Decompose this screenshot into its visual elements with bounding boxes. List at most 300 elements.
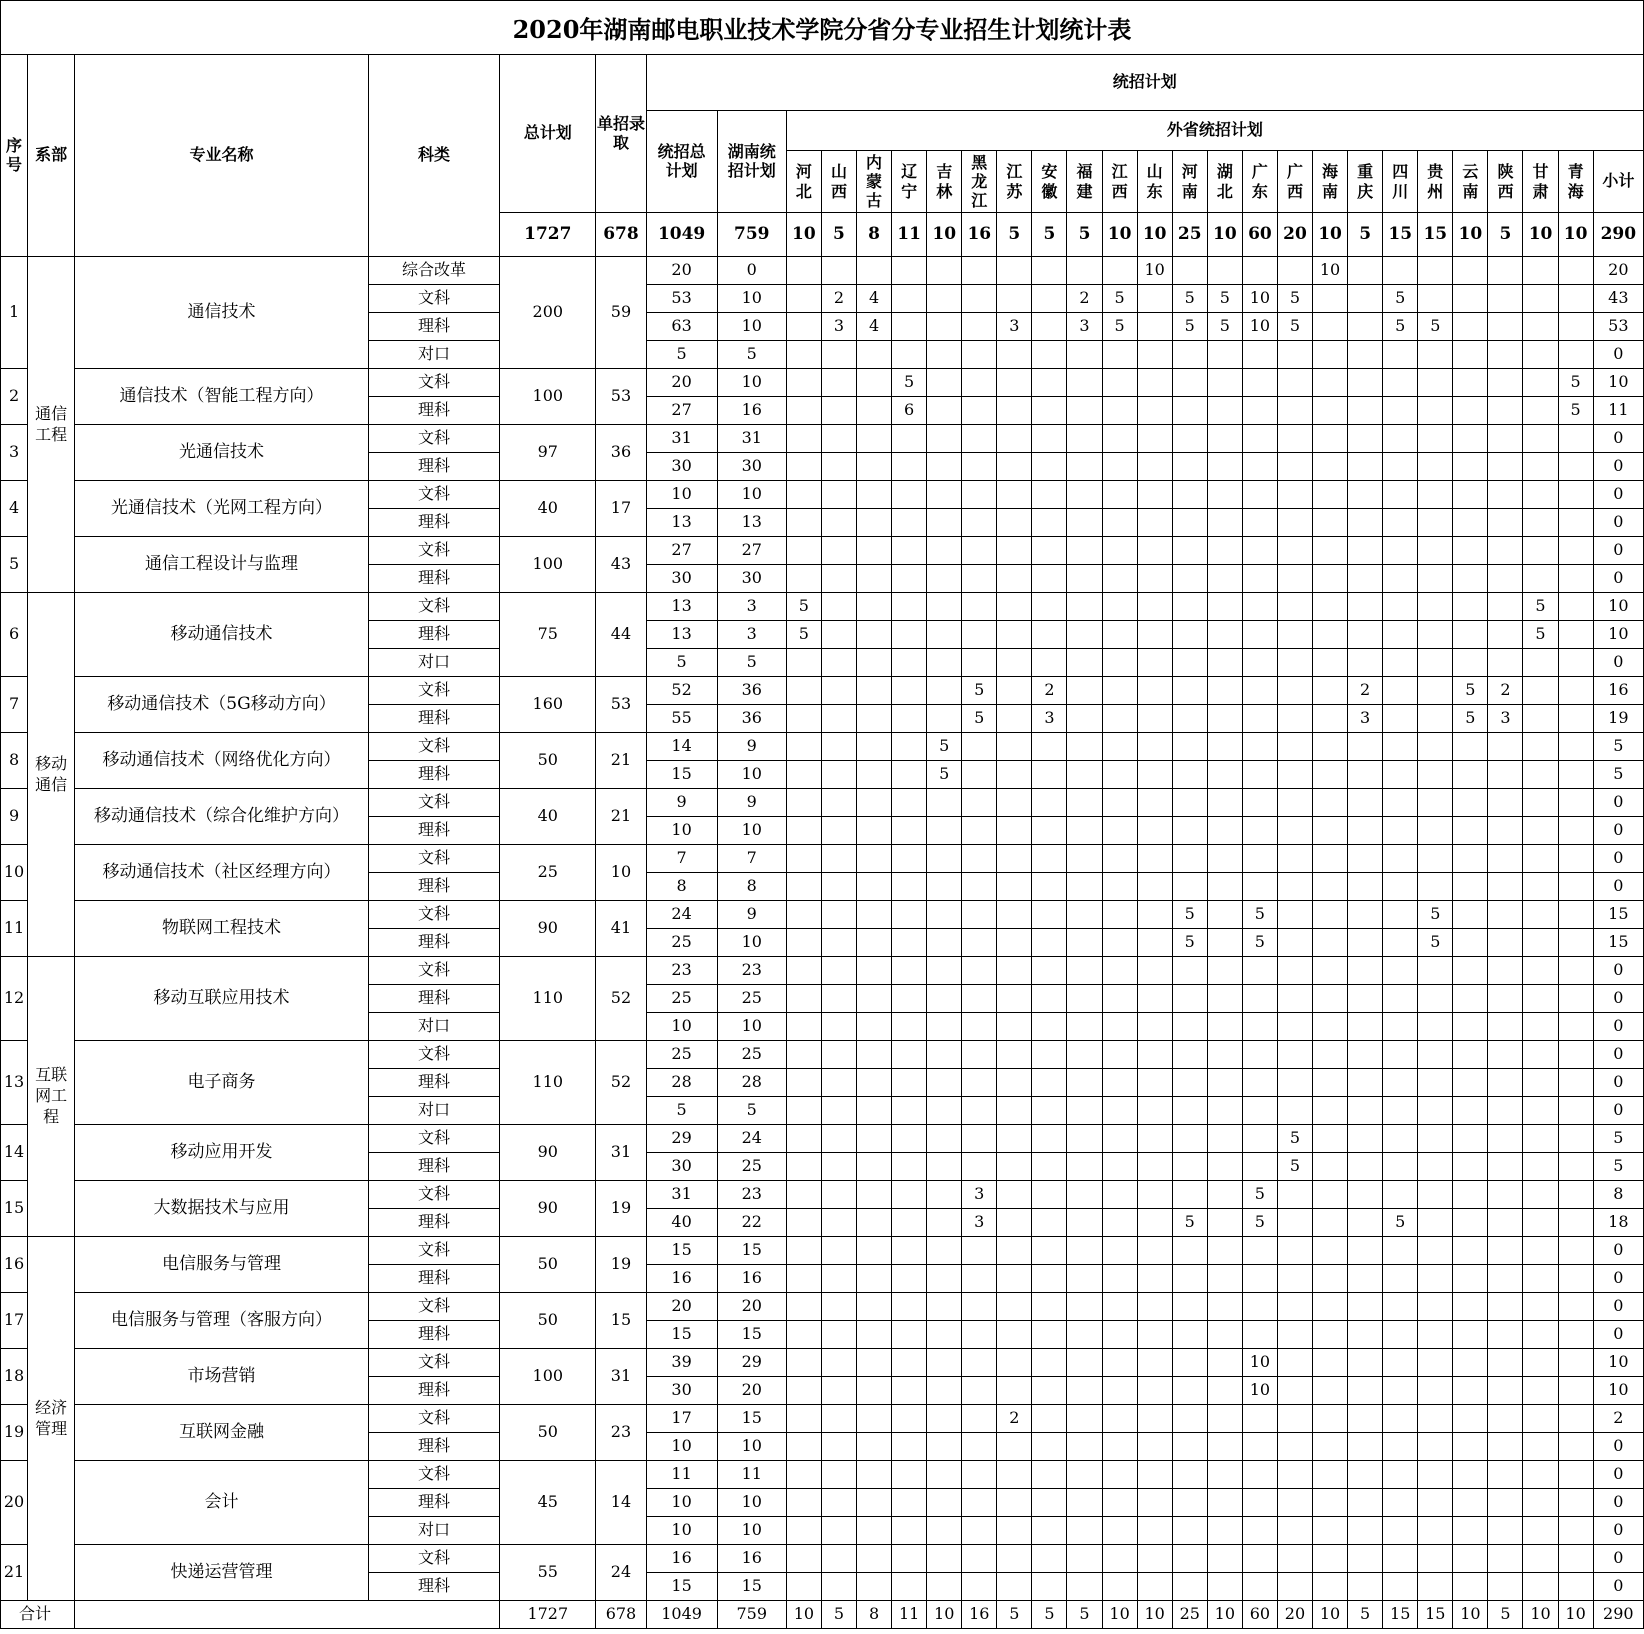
province-cell[interactable]: [1453, 761, 1488, 789]
province-cell[interactable]: [1207, 817, 1242, 845]
province-cell[interactable]: [1348, 425, 1383, 453]
province-cell[interactable]: [857, 1517, 892, 1545]
unified-total-cell[interactable]: 23: [646, 957, 717, 985]
province-cell[interactable]: [1383, 369, 1418, 397]
province-cell[interactable]: [1488, 985, 1523, 1013]
province-cell[interactable]: [1418, 1041, 1453, 1069]
province-cell[interactable]: [1032, 1013, 1067, 1041]
province-cell[interactable]: [997, 1013, 1032, 1041]
province-cell[interactable]: [857, 845, 892, 873]
grand-total-province[interactable]: 15: [1418, 1601, 1453, 1629]
province-cell[interactable]: [1067, 1377, 1102, 1405]
seq-cell[interactable]: 8: [1, 733, 28, 789]
province-cell[interactable]: [1383, 1097, 1418, 1125]
province-cell[interactable]: [1067, 1237, 1102, 1265]
province-cell[interactable]: [1277, 677, 1312, 705]
hunan-cell[interactable]: 0: [717, 257, 786, 285]
major-name-cell[interactable]: 光通信技术（光网工程方向）: [75, 481, 369, 537]
province-cell[interactable]: [1348, 1461, 1383, 1489]
province-cell[interactable]: [857, 1573, 892, 1601]
province-cell[interactable]: [927, 537, 962, 565]
province-cell[interactable]: [1207, 481, 1242, 509]
province-cell[interactable]: [997, 1237, 1032, 1265]
province-cell[interactable]: 5: [1102, 313, 1137, 341]
province-cell[interactable]: [1032, 1237, 1067, 1265]
kind-cell[interactable]: 理科: [368, 985, 499, 1013]
province-cell[interactable]: [786, 901, 821, 929]
province-cell[interactable]: [927, 929, 962, 957]
province-cell[interactable]: [927, 1181, 962, 1209]
province-cell[interactable]: [1172, 1237, 1207, 1265]
province-cell[interactable]: 5: [1242, 1209, 1277, 1237]
province-cell[interactable]: [857, 929, 892, 957]
province-cell[interactable]: [1488, 397, 1523, 425]
seq-cell[interactable]: 18: [1, 1349, 28, 1405]
province-cell[interactable]: [1523, 537, 1558, 565]
province-cell[interactable]: [1277, 901, 1312, 929]
province-cell[interactable]: [1558, 1013, 1593, 1041]
province-cell[interactable]: [1523, 929, 1558, 957]
province-cell[interactable]: [1102, 509, 1137, 537]
province-cell[interactable]: [997, 341, 1032, 369]
province-cell[interactable]: [786, 565, 821, 593]
province-cell[interactable]: 5: [1242, 1181, 1277, 1209]
province-cell[interactable]: [786, 509, 821, 537]
province-cell[interactable]: [1418, 789, 1453, 817]
province-cell[interactable]: [1453, 817, 1488, 845]
province-cell[interactable]: [1102, 845, 1137, 873]
province-cell[interactable]: [1137, 817, 1172, 845]
province-cell[interactable]: [1032, 1293, 1067, 1321]
province-cell[interactable]: [1207, 509, 1242, 537]
unified-total-cell[interactable]: 20: [646, 257, 717, 285]
header-province-total[interactable]: 5: [1488, 213, 1523, 257]
province-cell[interactable]: [997, 1181, 1032, 1209]
total-plan-cell[interactable]: 90: [500, 901, 596, 957]
header-province-total[interactable]: 10: [1558, 213, 1593, 257]
province-cell[interactable]: [857, 341, 892, 369]
province-cell[interactable]: [1067, 621, 1102, 649]
province-cell[interactable]: [1172, 509, 1207, 537]
province-cell[interactable]: [1102, 901, 1137, 929]
province-cell[interactable]: [1137, 1237, 1172, 1265]
province-cell[interactable]: [1242, 1153, 1277, 1181]
province-cell[interactable]: [892, 313, 927, 341]
province-cell[interactable]: [857, 257, 892, 285]
province-cell[interactable]: [1453, 621, 1488, 649]
subtotal-cell[interactable]: 53: [1593, 313, 1643, 341]
province-cell[interactable]: [892, 929, 927, 957]
province-cell[interactable]: [962, 817, 997, 845]
province-cell[interactable]: [821, 1069, 856, 1097]
province-cell[interactable]: [1348, 537, 1383, 565]
province-cell[interactable]: [1137, 649, 1172, 677]
province-cell[interactable]: [1418, 285, 1453, 313]
kind-cell[interactable]: 理科: [368, 1573, 499, 1601]
province-cell[interactable]: [1207, 565, 1242, 593]
province-cell[interactable]: [1348, 1041, 1383, 1069]
province-cell[interactable]: [927, 1461, 962, 1489]
province-cell[interactable]: [1207, 537, 1242, 565]
province-cell[interactable]: [1488, 481, 1523, 509]
province-cell[interactable]: [1032, 901, 1067, 929]
province-cell[interactable]: [1067, 649, 1102, 677]
header-province-total[interactable]: 5: [1032, 213, 1067, 257]
province-cell[interactable]: [1137, 369, 1172, 397]
province-cell[interactable]: [1383, 649, 1418, 677]
province-cell[interactable]: [1313, 1209, 1348, 1237]
subtotal-cell[interactable]: 0: [1593, 509, 1643, 537]
province-cell[interactable]: [927, 257, 962, 285]
hunan-cell[interactable]: 10: [717, 369, 786, 397]
province-cell[interactable]: [1067, 1573, 1102, 1601]
kind-cell[interactable]: 文科: [368, 1181, 499, 1209]
unified-total-cell[interactable]: 16: [646, 1265, 717, 1293]
province-cell[interactable]: [786, 817, 821, 845]
header-province[interactable]: 福建: [1067, 151, 1102, 213]
province-cell[interactable]: [786, 369, 821, 397]
province-cell[interactable]: [997, 257, 1032, 285]
province-cell[interactable]: [1277, 1013, 1312, 1041]
subtotal-cell[interactable]: 5: [1593, 733, 1643, 761]
kind-cell[interactable]: 文科: [368, 369, 499, 397]
province-cell[interactable]: [1067, 873, 1102, 901]
total-plan-cell[interactable]: 100: [500, 369, 596, 425]
province-cell[interactable]: [1067, 1433, 1102, 1461]
province-cell[interactable]: 5: [1277, 1125, 1312, 1153]
single-admit-cell[interactable]: 24: [596, 1545, 646, 1601]
province-cell[interactable]: [1242, 537, 1277, 565]
province-cell[interactable]: [1348, 1013, 1383, 1041]
province-cell[interactable]: [1453, 1069, 1488, 1097]
province-cell[interactable]: [1488, 1349, 1523, 1377]
hunan-cell[interactable]: 15: [717, 1573, 786, 1601]
single-admit-cell[interactable]: 23: [596, 1405, 646, 1461]
province-cell[interactable]: [1348, 1349, 1383, 1377]
province-cell[interactable]: [1418, 649, 1453, 677]
province-cell[interactable]: [962, 397, 997, 425]
hunan-cell[interactable]: 16: [717, 397, 786, 425]
province-cell[interactable]: [1102, 1293, 1137, 1321]
single-admit-cell[interactable]: 19: [596, 1181, 646, 1237]
unified-total-cell[interactable]: 9: [646, 789, 717, 817]
province-cell[interactable]: [1558, 1573, 1593, 1601]
province-cell[interactable]: [1558, 789, 1593, 817]
province-cell[interactable]: [997, 1517, 1032, 1545]
province-cell[interactable]: [1277, 1461, 1312, 1489]
province-cell[interactable]: [1207, 1517, 1242, 1545]
header-hunan-value[interactable]: 759: [717, 213, 786, 257]
province-cell[interactable]: [786, 733, 821, 761]
province-cell[interactable]: [1207, 1069, 1242, 1097]
province-cell[interactable]: [1102, 1321, 1137, 1349]
province-cell[interactable]: [1348, 1181, 1383, 1209]
province-cell[interactable]: [1558, 313, 1593, 341]
province-cell[interactable]: [1137, 593, 1172, 621]
province-cell[interactable]: [1102, 1573, 1137, 1601]
single-admit-cell[interactable]: 15: [596, 1293, 646, 1349]
province-cell[interactable]: [1137, 565, 1172, 593]
total-plan-cell[interactable]: 75: [500, 593, 596, 677]
province-cell[interactable]: [892, 621, 927, 649]
province-cell[interactable]: [1313, 1041, 1348, 1069]
province-cell[interactable]: [997, 1433, 1032, 1461]
province-cell[interactable]: [821, 1041, 856, 1069]
unified-total-cell[interactable]: 13: [646, 593, 717, 621]
province-cell[interactable]: 10: [1242, 313, 1277, 341]
header-province-total[interactable]: 60: [1242, 213, 1277, 257]
province-cell[interactable]: [1277, 789, 1312, 817]
province-cell[interactable]: [1418, 817, 1453, 845]
province-cell[interactable]: 5: [1523, 621, 1558, 649]
province-cell[interactable]: 5: [1277, 1153, 1312, 1181]
province-cell[interactable]: 5: [786, 621, 821, 649]
province-cell[interactable]: [1137, 1517, 1172, 1545]
province-cell[interactable]: [1488, 845, 1523, 873]
hunan-cell[interactable]: 5: [717, 341, 786, 369]
unified-total-cell[interactable]: 11: [646, 1461, 717, 1489]
province-cell[interactable]: [997, 453, 1032, 481]
province-cell[interactable]: [892, 1545, 927, 1573]
subtotal-cell[interactable]: 5: [1593, 761, 1643, 789]
major-name-cell[interactable]: 电子商务: [75, 1041, 369, 1125]
province-cell[interactable]: [1102, 761, 1137, 789]
province-cell[interactable]: [821, 1377, 856, 1405]
province-cell[interactable]: [1418, 453, 1453, 481]
province-cell[interactable]: [1032, 957, 1067, 985]
province-cell[interactable]: [927, 341, 962, 369]
province-cell[interactable]: [1067, 677, 1102, 705]
province-cell[interactable]: [1032, 453, 1067, 481]
header-province-total[interactable]: 5: [1067, 213, 1102, 257]
province-cell[interactable]: [821, 1153, 856, 1181]
province-cell[interactable]: [1383, 1125, 1418, 1153]
province-cell[interactable]: [1067, 957, 1102, 985]
province-cell[interactable]: [927, 453, 962, 481]
header-province-total[interactable]: 10: [1313, 213, 1348, 257]
province-cell[interactable]: 5: [962, 705, 997, 733]
province-cell[interactable]: [1313, 565, 1348, 593]
province-cell[interactable]: [1523, 873, 1558, 901]
province-cell[interactable]: [821, 705, 856, 733]
province-cell[interactable]: [1488, 1461, 1523, 1489]
subtotal-cell[interactable]: 0: [1593, 649, 1643, 677]
province-cell[interactable]: [1172, 453, 1207, 481]
hunan-cell[interactable]: 10: [717, 285, 786, 313]
province-cell[interactable]: [927, 1433, 962, 1461]
province-cell[interactable]: [1067, 1545, 1102, 1573]
province-cell[interactable]: [1418, 733, 1453, 761]
province-cell[interactable]: [1067, 369, 1102, 397]
province-cell[interactable]: [1207, 1237, 1242, 1265]
department-cell[interactable]: 移动通信: [28, 593, 75, 957]
major-name-cell[interactable]: 移动通信技术（社区经理方向）: [75, 845, 369, 901]
single-admit-cell[interactable]: 52: [596, 957, 646, 1041]
province-cell[interactable]: [1032, 1349, 1067, 1377]
province-cell[interactable]: [1242, 425, 1277, 453]
province-cell[interactable]: [892, 705, 927, 733]
province-cell[interactable]: [1172, 593, 1207, 621]
province-cell[interactable]: [1207, 957, 1242, 985]
province-cell[interactable]: [1418, 957, 1453, 985]
province-cell[interactable]: [821, 1237, 856, 1265]
province-cell[interactable]: [821, 565, 856, 593]
province-cell[interactable]: [1102, 369, 1137, 397]
province-cell[interactable]: [857, 593, 892, 621]
province-cell[interactable]: [892, 453, 927, 481]
province-cell[interactable]: [821, 649, 856, 677]
unified-total-cell[interactable]: 10: [646, 817, 717, 845]
province-cell[interactable]: [1277, 1377, 1312, 1405]
province-cell[interactable]: [1032, 397, 1067, 425]
grand-total-province[interactable]: 10: [1137, 1601, 1172, 1629]
province-cell[interactable]: [1558, 565, 1593, 593]
hunan-cell[interactable]: 15: [717, 1321, 786, 1349]
grand-total-blank[interactable]: [75, 1601, 500, 1629]
subtotal-cell[interactable]: 0: [1593, 957, 1643, 985]
province-cell[interactable]: [1067, 1405, 1102, 1433]
province-cell[interactable]: [857, 901, 892, 929]
province-cell[interactable]: [1453, 1153, 1488, 1181]
unified-total-cell[interactable]: 52: [646, 677, 717, 705]
province-cell[interactable]: [997, 537, 1032, 565]
province-cell[interactable]: [1032, 285, 1067, 313]
province-cell[interactable]: [1383, 1405, 1418, 1433]
province-cell[interactable]: [821, 845, 856, 873]
province-cell[interactable]: [892, 1125, 927, 1153]
total-plan-cell[interactable]: 50: [500, 733, 596, 789]
header-province-total[interactable]: 10: [1207, 213, 1242, 257]
province-cell[interactable]: [1558, 817, 1593, 845]
header-province-total[interactable]: 11: [892, 213, 927, 257]
province-cell[interactable]: [1453, 369, 1488, 397]
province-cell[interactable]: [1313, 901, 1348, 929]
province-cell[interactable]: [1207, 1153, 1242, 1181]
province-cell[interactable]: 5: [1207, 285, 1242, 313]
subtotal-cell[interactable]: 10: [1593, 621, 1643, 649]
province-cell[interactable]: [821, 1265, 856, 1293]
province-cell[interactable]: [1102, 1545, 1137, 1573]
province-cell[interactable]: [1207, 873, 1242, 901]
province-cell[interactable]: [1383, 1237, 1418, 1265]
province-cell[interactable]: [1488, 425, 1523, 453]
province-cell[interactable]: [857, 1013, 892, 1041]
province-cell[interactable]: [1067, 733, 1102, 761]
province-cell[interactable]: [821, 397, 856, 425]
province-cell[interactable]: [1488, 873, 1523, 901]
province-cell[interactable]: [1453, 397, 1488, 425]
subtotal-cell[interactable]: 2: [1593, 1405, 1643, 1433]
province-cell[interactable]: 5: [1418, 901, 1453, 929]
department-cell[interactable]: 通信工程: [28, 257, 75, 593]
province-cell[interactable]: [1313, 1489, 1348, 1517]
province-cell[interactable]: [1137, 1013, 1172, 1041]
province-cell[interactable]: [1137, 789, 1172, 817]
province-cell[interactable]: [857, 761, 892, 789]
kind-cell[interactable]: 文科: [368, 845, 499, 873]
province-cell[interactable]: [1418, 1349, 1453, 1377]
province-cell[interactable]: 5: [1102, 285, 1137, 313]
province-cell[interactable]: [786, 1013, 821, 1041]
header-hunan-plan[interactable]: 湖南统招计划: [717, 111, 786, 213]
province-cell[interactable]: [1523, 481, 1558, 509]
province-cell[interactable]: [1558, 1041, 1593, 1069]
province-cell[interactable]: [1418, 677, 1453, 705]
province-cell[interactable]: [927, 985, 962, 1013]
province-cell[interactable]: [1277, 397, 1312, 425]
kind-cell[interactable]: 理科: [368, 397, 499, 425]
province-cell[interactable]: [857, 705, 892, 733]
province-cell[interactable]: [857, 369, 892, 397]
kind-cell[interactable]: 理科: [368, 509, 499, 537]
province-cell[interactable]: [786, 1517, 821, 1545]
province-cell[interactable]: [892, 1517, 927, 1545]
province-cell[interactable]: [821, 481, 856, 509]
province-cell[interactable]: [1102, 1069, 1137, 1097]
province-cell[interactable]: [1032, 1545, 1067, 1573]
province-cell[interactable]: [1453, 453, 1488, 481]
province-cell[interactable]: [786, 677, 821, 705]
province-cell[interactable]: [857, 453, 892, 481]
province-cell[interactable]: 3: [1032, 705, 1067, 733]
province-cell[interactable]: [1453, 1349, 1488, 1377]
province-cell[interactable]: [1137, 1293, 1172, 1321]
kind-cell[interactable]: 综合改革: [368, 257, 499, 285]
province-cell[interactable]: [997, 929, 1032, 957]
header-province-total[interactable]: 20: [1277, 213, 1312, 257]
province-cell[interactable]: 5: [1383, 1209, 1418, 1237]
province-cell[interactable]: [1453, 1405, 1488, 1433]
province-cell[interactable]: [1172, 705, 1207, 733]
province-cell[interactable]: [1277, 1489, 1312, 1517]
province-cell[interactable]: [1488, 593, 1523, 621]
province-cell[interactable]: [1348, 1433, 1383, 1461]
province-cell[interactable]: [1277, 649, 1312, 677]
province-cell[interactable]: [1172, 1097, 1207, 1125]
single-admit-cell[interactable]: 41: [596, 901, 646, 957]
province-cell[interactable]: 5: [1523, 593, 1558, 621]
province-cell[interactable]: [1207, 1433, 1242, 1461]
province-cell[interactable]: [786, 341, 821, 369]
province-cell[interactable]: [1558, 425, 1593, 453]
province-cell[interactable]: [821, 1405, 856, 1433]
province-cell[interactable]: [997, 1125, 1032, 1153]
province-cell[interactable]: [927, 285, 962, 313]
kind-cell[interactable]: 文科: [368, 901, 499, 929]
province-cell[interactable]: [1418, 509, 1453, 537]
header-province[interactable]: 四川: [1383, 151, 1418, 213]
header-unified-total-value[interactable]: 1049: [646, 213, 717, 257]
province-cell[interactable]: [1488, 1293, 1523, 1321]
total-plan-cell[interactable]: 110: [500, 1041, 596, 1125]
province-cell[interactable]: [1383, 1013, 1418, 1041]
province-cell[interactable]: [1383, 985, 1418, 1013]
province-cell[interactable]: [1488, 537, 1523, 565]
province-cell[interactable]: [1313, 817, 1348, 845]
unified-total-cell[interactable]: 24: [646, 901, 717, 929]
province-cell[interactable]: [1102, 649, 1137, 677]
province-cell[interactable]: [1488, 761, 1523, 789]
province-cell[interactable]: [1418, 1545, 1453, 1573]
kind-cell[interactable]: 文科: [368, 285, 499, 313]
province-cell[interactable]: 10: [1242, 285, 1277, 313]
province-cell[interactable]: [821, 1545, 856, 1573]
subtotal-cell[interactable]: 0: [1593, 1237, 1643, 1265]
province-cell[interactable]: [1277, 1517, 1312, 1545]
province-cell[interactable]: [1242, 649, 1277, 677]
hunan-cell[interactable]: 20: [717, 1293, 786, 1321]
major-name-cell[interactable]: 光通信技术: [75, 425, 369, 481]
